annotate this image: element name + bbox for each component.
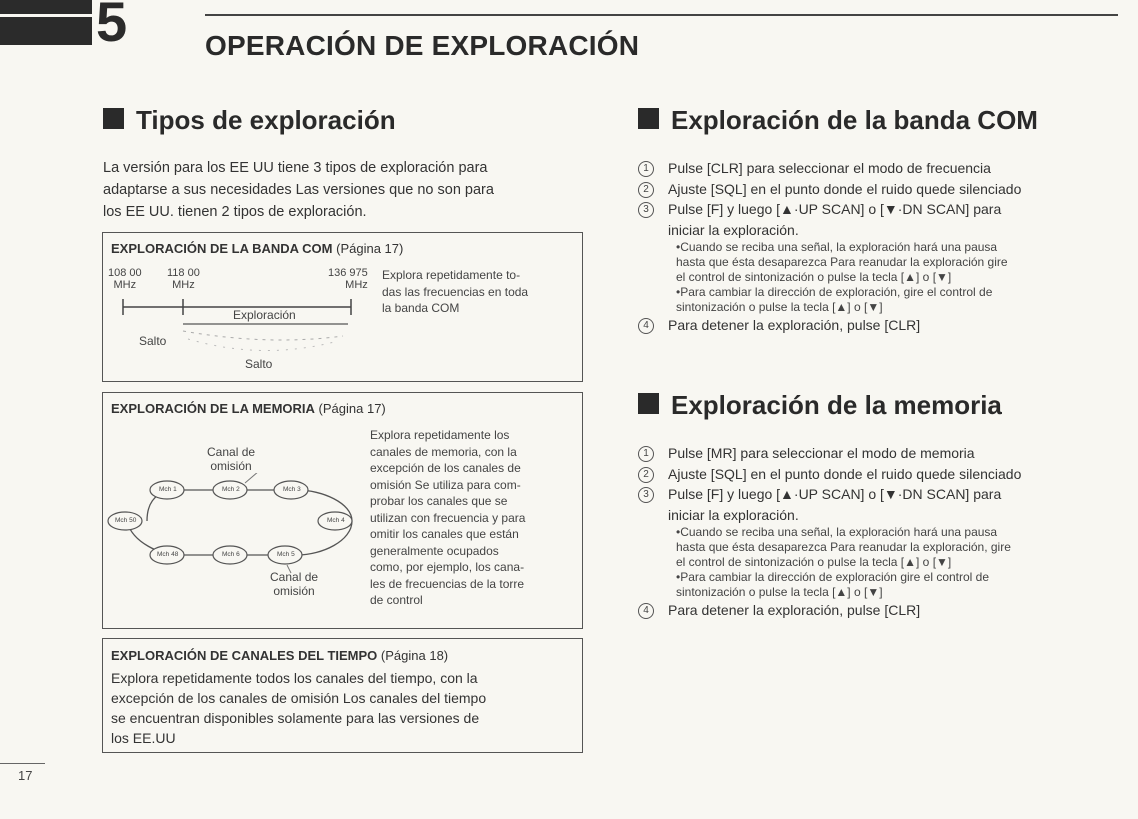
- mem-step-3-note-1: •Cuando se reciba una señal, la exploración hará una pausa hasta que ésta desaparezca Para reanudar la exploración, gire el control de sintonización o pulse la tecla [▲] o [▼]: [676, 525, 1011, 569]
- skip-channel-label-bottom: Canal de omisión: [270, 570, 319, 598]
- step-number-circle: 3: [638, 487, 654, 503]
- skip-label-1: Salto: [139, 334, 167, 348]
- mem-step-1: 1 Pulse [MR] para seleccionar el modo de memoria: [638, 443, 1118, 464]
- com-step-3-note-1: •Cuando se reciba una señal, la exploración hará una pausa hasta que ésta desaparezca Para reanudar la exploración gire el control de sintonización o pulse la tecla [▲] o [▼]: [676, 240, 1008, 284]
- chapter-number: 5: [96, 0, 128, 53]
- mem-step-2: 2 Ajuste [SQL] en el punto donde el ruido quede silenciado: [638, 464, 1118, 485]
- skip-label-2: Salto: [245, 357, 273, 371]
- box-com-band-scan: [102, 232, 583, 382]
- box-com-description: Explora repetidamente to- das las frecuencias en toda la banda COM: [382, 268, 529, 315]
- box-weather-heading: EXPLORACIÓN DE CANALES DEL TIEMPO (Página 18): [111, 648, 449, 663]
- box-weather-description: Explora repetidamente todos los canales del tiempo, con la excepción de los canales de omisión Los canales del tiempo se encuentran disponibles solamente para las versiones de los EE.UU: [111, 670, 487, 746]
- section-title-com-scan: Exploración de la banda COM: [638, 105, 1038, 136]
- section-title-scan-types: Tipos de exploración: [103, 105, 396, 136]
- scan-label: Exploración: [233, 308, 296, 322]
- mem-step-4: 4 Para detener la exploración, pulse [CLR]: [638, 600, 1118, 621]
- skip-channel-label-top: Canal de omisión: [207, 445, 256, 473]
- chapter-title: OPERACIÓN DE EXPLORACIÓN: [205, 30, 640, 61]
- channel-mch6: Mch 6: [222, 551, 240, 558]
- step-number-circle: 1: [638, 161, 654, 177]
- step-number-circle: 2: [638, 467, 654, 483]
- channel-mch50: Mch 50: [115, 517, 137, 524]
- freq-start-label: 108 00 MHz: [108, 267, 142, 291]
- chapter-rule: [205, 14, 1118, 16]
- step-number-circle: 4: [638, 603, 654, 619]
- com-band-diagram: [103, 291, 373, 361]
- page-number: 17: [18, 768, 33, 783]
- mem-step-3: 3 Pulse [F] y luego [▲·UP SCAN] o [▼·DN SCAN] para iniciar la exploración.: [638, 484, 1118, 525]
- page-number-rule: [0, 763, 45, 764]
- com-step-3-note-2: •Para cambiar la dirección de exploración, gire el control de sintonización o pulse la tecla [▲] o [▼]: [676, 285, 993, 314]
- step-number-circle: 2: [638, 182, 654, 198]
- mem-step-3-note-2: •Para cambiar la dirección de exploración gire el control de sintonización o pulse la tecla [▲] o [▼]: [676, 570, 990, 599]
- com-step-2: 2 Ajuste [SQL] en el punto donde el ruido quede silenciado: [638, 179, 1118, 200]
- com-step-3: 3 Pulse [F] y luego [▲·UP SCAN] o [▼·DN SCAN] para iniciar la exploración.: [638, 199, 1118, 240]
- step-number-circle: 1: [638, 446, 654, 462]
- channel-mch2: Mch 2: [222, 486, 240, 493]
- section-title-memory-scan: Exploración de la memoria: [638, 390, 1002, 421]
- memory-steps-list: [638, 443, 1118, 621]
- section-bullet-icon: [638, 108, 659, 129]
- section-bullet-icon: [638, 393, 659, 414]
- com-step-4: 4 Para detener la exploración, pulse [CLR]: [638, 315, 1118, 336]
- chapter-bar: [0, 0, 92, 45]
- memory-channel-labels: [107, 473, 359, 577]
- box-com-heading: EXPLORACIÓN DE LA BANDA COM (Página 17): [111, 241, 404, 256]
- channel-mch5: Mch 5: [277, 551, 295, 558]
- box-memory-description: Explora repetidamente los canales de memoria, con la excepción de los canales de omisión Se utiliza para com- probar los canales que se utilizan con frecuencia y para omitir los canales que están generalmente ocupados como, por ejemplo, los cana- les de frecuencias de la torre de control: [370, 428, 526, 607]
- freq-end-label: 136 975 MHz: [328, 267, 368, 291]
- intro-paragraph: La versión para los EE UU tiene 3 tipos de exploración para adaptarse a sus necesidades Las versiones que no son para los EE UU. tienen 2 tipos de exploración.: [103, 160, 494, 220]
- channel-mch3: Mch 3: [283, 486, 301, 493]
- step-number-circle: 4: [638, 318, 654, 334]
- section-bullet-icon: [103, 108, 124, 129]
- step-number-circle: 3: [638, 202, 654, 218]
- channel-mch48: Mch 48: [157, 551, 179, 558]
- com-steps-list: [638, 158, 1118, 336]
- box-weather-scan: [102, 638, 583, 753]
- box-memory-heading: EXPLORACIÓN DE LA MEMORIA (Página 17): [111, 401, 386, 416]
- freq-mid-label: 118 00 MHz: [167, 267, 200, 291]
- com-step-1: 1 Pulse [CLR] para seleccionar el modo de frecuencia: [638, 158, 1118, 179]
- box-memory-scan: [102, 392, 583, 629]
- channel-mch1: Mch 1: [159, 486, 177, 493]
- chapter-bar-stripe: [0, 14, 92, 17]
- channel-mch4: Mch 4: [327, 517, 345, 524]
